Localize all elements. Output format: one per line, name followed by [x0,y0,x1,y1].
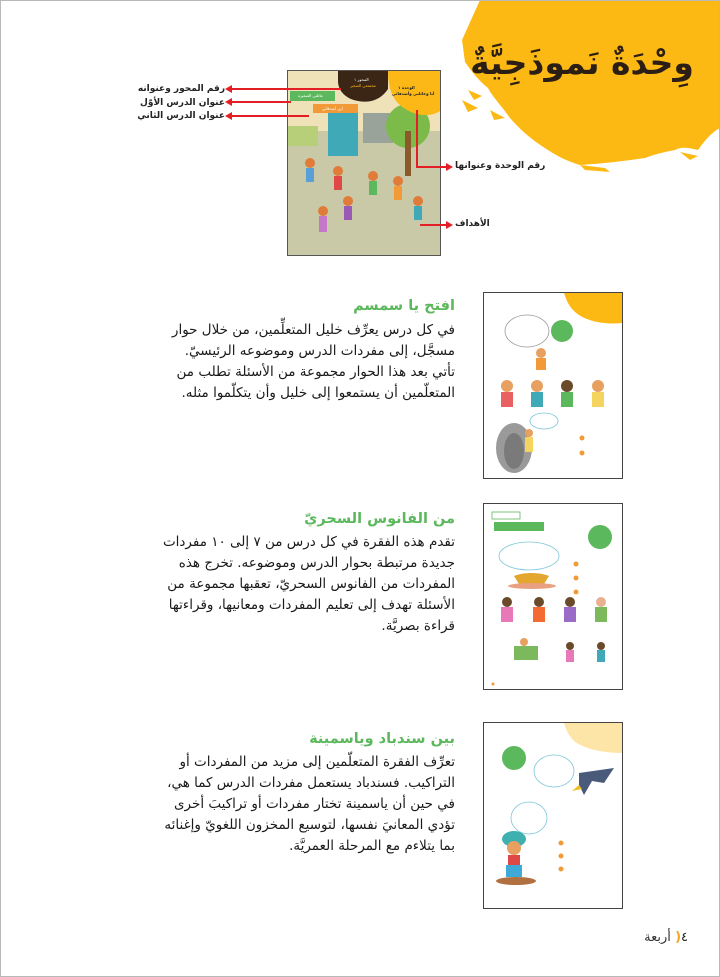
page-title: وِحْدَةٌ نَموذَجِيَّةٌ [470,43,694,82]
paragraph-line: التراكيب. فسندباد يستعمل مفردات الدرس كما هي، [167,775,455,791]
label-axis-number: رقم المحور وعنوانه [137,84,225,94]
section-paragraph-sinbad-yasmina [164,752,455,857]
page-number [644,930,688,945]
paragraph-line: جديدة مرتبطة بحوار الدرس وموضوعه. تخرج هذه [178,555,455,571]
page-number-digit: ٤ [681,930,688,945]
paragraph-line: تعرِّف الفقرة المتعلّمين إلى مزيد من المفردات أو [179,754,455,770]
cover-unit-label: الوحدة ١ [398,85,415,90]
section-paragraph-open-sesame [172,320,455,404]
label-unit-number: رقم الوحدة وعنوانها [455,161,546,171]
page-thumbnail-magic-lantern [483,503,623,690]
arrow-head-icon [446,221,453,229]
arrow-objectives [420,224,448,226]
paragraph-line: المفردات من الفانوس السحريّ، تعقبها مجموعة من [167,576,455,592]
paragraph-line: في حين أن ياسمينة تختار مفردات أو تراكيبَ أخرى [173,796,455,812]
label-lesson2-title: عنوان الدرس الثاني [137,111,225,121]
arrow-axis [231,88,341,90]
arrow-unit-vertical [416,110,418,168]
arrow-head-icon [225,98,232,106]
section-heading-magic-lantern: من الفانوس السحريّ [304,511,455,527]
page-number-bracket-icon: ( [675,930,682,945]
paragraph-line: قراءة بصريَّة. [381,618,455,634]
paragraph-line: تأتي بعد هذا الحوار مجموعة من الأسئلة تطلب من [176,364,455,380]
arrow-lesson2 [231,115,309,117]
section-paragraph-magic-lantern [163,532,455,637]
section-heading-sinbad-yasmina: بين سندباد وياسمينة [309,731,455,747]
cover-lesson1: عائلتي الصغيرة [298,93,324,98]
paragraph-line: المتعلّمين أن يستمعوا إلى خليل وأن يتكلّموا مثله. [181,385,455,401]
arrow-head-icon [446,163,453,171]
paragraph-line: مسجَّل، إلى مفردات الدرس وموضوعه الرئيسيّ. [184,343,455,359]
cover-axis-title: مجتمعي الصغير [350,83,376,88]
arrow-head-icon [225,85,232,93]
cover-unit-title: أنا وعائلتي وأصدقائي [392,91,435,96]
cover-lesson2: أين أصدقائي [322,106,343,111]
cover-axis-label: المحور ١ [354,77,369,82]
paragraph-line: الأسئلة تهدف إلى تعليم المفردات ومعانيها، وقراءتها [168,597,455,613]
paragraph-line: في كل درس يعرِّف خليل المتعلِّمين، من خلال حوار [171,322,455,338]
arrow-unit [416,166,448,168]
page-number-word: أربعة [644,930,671,945]
thumbnail-illustration [484,293,622,478]
thumbnail-illustration [484,723,622,908]
paragraph-line: تؤدي المعانيَ نفسها، لتوسيع المخزون اللغويّ وإغنائه [164,817,455,833]
page-thumbnail-sinbad-yasmina [483,722,623,909]
arrow-lesson1 [231,101,291,103]
label-lesson1-title: عنوان الدرس الأوّل [140,98,225,108]
section-heading-open-sesame: افتح يا سمسم [353,298,455,314]
label-objectives: الأهداف [455,219,490,229]
paragraph-line: تقدم هذه الفقرة في كل درس من ٧ إلى ١٠ مفردات [162,534,455,550]
page-thumbnail-open-sesame [483,292,623,479]
paragraph-line: بما يتلاءم مع المرحلة العمريَّة. [289,838,455,854]
arrow-head-icon [225,112,232,120]
thumbnail-illustration [484,504,622,689]
